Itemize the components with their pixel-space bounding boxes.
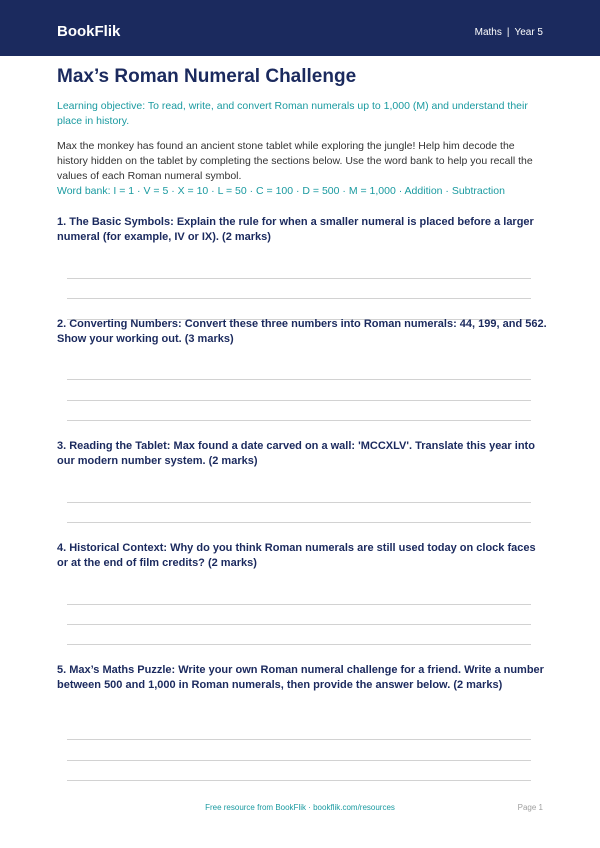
question-3: 3. Reading the Tablet: Max found a date carved on a wall: 'MCCXLV'. Translate this year into our modern number system. (2 marks) bbox=[57, 440, 535, 467]
answer-line[interactable] bbox=[67, 400, 531, 401]
answer-line[interactable] bbox=[67, 522, 531, 523]
answer-line[interactable] bbox=[67, 739, 531, 740]
answer-line[interactable] bbox=[67, 604, 531, 605]
answer-line[interactable] bbox=[67, 644, 531, 645]
word-bank: Word bank: I = 1 · V = 5 · X = 10 · L = 50 · C = 100 · D = 500 · M = 1,000 · Addition · Subtraction bbox=[57, 185, 505, 197]
brand-logo: BookFlik bbox=[57, 23, 121, 40]
year-label: Year 5 bbox=[514, 27, 543, 38]
answer-line[interactable] bbox=[67, 379, 531, 380]
answer-line[interactable] bbox=[67, 502, 531, 503]
header-bar bbox=[0, 0, 600, 56]
question-1: 1. The Basic Symbols: Explain the rule for when a smaller numeral is placed before a larger numeral (for example, IV or IX). (2 marks) bbox=[57, 216, 534, 243]
footer-credit: Free resource from BookFlik · bookflik.com/resources bbox=[205, 803, 395, 812]
learning-objective: Learning objective: To read, write, and convert Roman numerals up to 1,000 (M) and understand their place in history. bbox=[57, 100, 528, 127]
answer-line[interactable] bbox=[67, 780, 531, 781]
page-title: Max’s Roman Numeral Challenge bbox=[57, 66, 357, 87]
answer-line[interactable] bbox=[67, 278, 531, 279]
subject-label: Maths bbox=[474, 27, 502, 38]
answer-line[interactable] bbox=[67, 298, 531, 299]
question-2: 2. Converting Numbers: Convert these three numbers into Roman numerals: 44, 199, and 562. Show your working out. (3 marks) bbox=[57, 318, 547, 345]
question-4: 4. Historical Context: Why do you think Roman numerals are still used today on clock faces or at the end of film credits? (2 marks) bbox=[57, 542, 536, 569]
answer-line[interactable] bbox=[67, 420, 531, 421]
answer-line[interactable] bbox=[67, 760, 531, 761]
header-meta bbox=[475, 26, 543, 40]
page-number: Page 1 bbox=[517, 803, 543, 812]
header-separator: | bbox=[506, 27, 510, 38]
question-5: 5. Max’s Maths Puzzle: Write your own Roman numeral challenge for a friend. Write a number between 500 and 1,000 in Roman numerals, then provide the answer below. (2 marks) bbox=[57, 664, 544, 691]
intro-text: Max the monkey has found an ancient stone tablet while exploring the jungle! Help him decode the history hidden on the tablet by completing the sections below. Use the word bank to help you recall the values of each Roman numeral symbol. bbox=[57, 140, 533, 182]
answer-line[interactable] bbox=[67, 624, 531, 625]
